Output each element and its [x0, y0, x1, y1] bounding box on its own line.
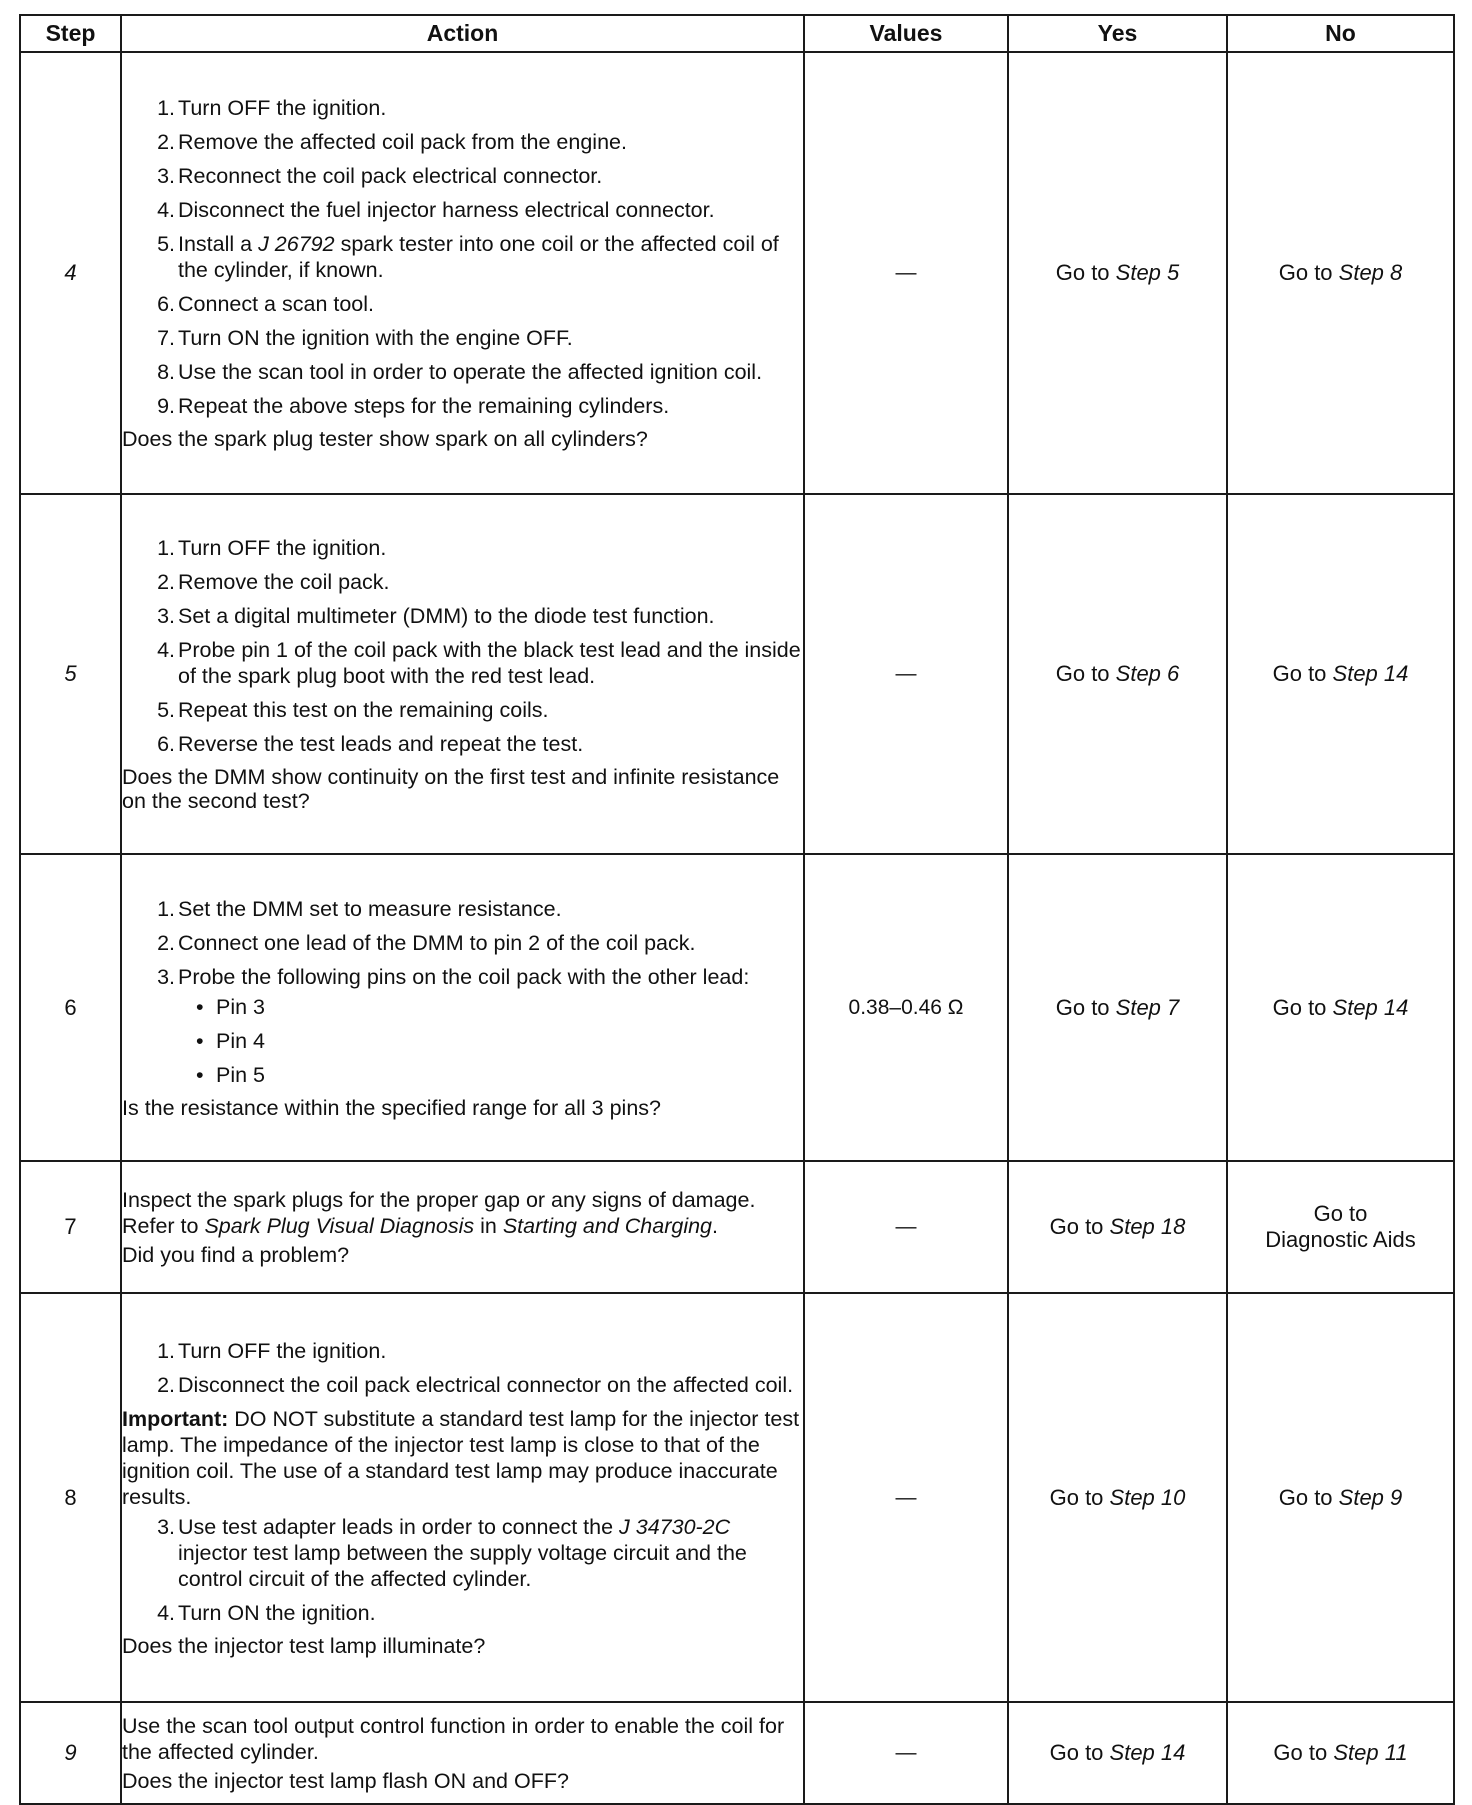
yes-cell: Go to Step 5	[1008, 52, 1227, 494]
step-number: 6	[20, 854, 121, 1161]
list-item: 2. Connect one lead of the DMM to pin 2 of the coil pack.	[157, 930, 696, 955]
list-item: 1. Turn OFF the ignition.	[157, 536, 387, 560]
value-cell: —	[804, 1293, 1008, 1702]
numbered-list	[122, 535, 803, 757]
question: Did you find a problem?	[122, 1243, 350, 1267]
step-number: 8	[20, 1293, 121, 1702]
list-item: 8. Use the scan tool in order to operate the affected ignition coil.	[157, 360, 763, 384]
instruction-text: Inspect the spark plugs for the proper gap or any signs of damage. Refer to Spark Plug Visual Diagnosis in Starting and Charging.	[122, 1188, 756, 1238]
step-number: 5	[20, 494, 121, 854]
header-no: No	[1227, 15, 1454, 52]
action-cell	[121, 52, 804, 494]
list-item: 4. Probe pin 1 of the coil pack with the black test lead and the inside of the spark plug boot with the red test lead.	[157, 638, 801, 688]
step-number: 9	[20, 1702, 121, 1804]
action-cell	[121, 854, 804, 1161]
question: Does the DMM show continuity on the first test and infinite resistance on the second test?	[122, 765, 780, 813]
list-item: 1. Turn OFF the ignition.	[157, 96, 387, 120]
header-yes: Yes	[1008, 15, 1227, 52]
no-cell: Go to Step 8	[1227, 52, 1454, 494]
yes-cell: Go to Step 10	[1008, 1293, 1227, 1702]
question: Does the spark plug tester show spark on all cylinders?	[122, 427, 648, 451]
list-item: 3. Set a digital multimeter (DMM) to the diode test function.	[157, 604, 715, 628]
list-item: 1. Set the DMM set to measure resistance.	[157, 896, 562, 921]
numbered-list	[122, 95, 803, 419]
table-row-step-8	[20, 1293, 1454, 1702]
no-cell: Go to Step 11	[1227, 1702, 1454, 1804]
table-row-step-4	[20, 52, 1454, 494]
numbered-list	[122, 1514, 803, 1626]
question: Is the resistance within the specified range for all 3 pins?	[122, 1095, 661, 1120]
header-action: Action	[121, 15, 804, 52]
list-item: 2. Remove the coil pack.	[157, 570, 390, 594]
table-row-step-7	[20, 1161, 1454, 1293]
yes-cell: Go to Step 7	[1008, 854, 1227, 1161]
step-number: 4	[20, 52, 121, 494]
numbered-list	[122, 1338, 803, 1398]
list-item: 3. Reconnect the coil pack electrical connector.	[157, 164, 603, 188]
list-item: 6. Connect a scan tool.	[157, 292, 375, 316]
table-row-step-6	[20, 854, 1454, 1161]
list-item: 5. Install a J 26792 spark tester into one coil or the affected coil of the cylinder, if known.	[157, 232, 779, 282]
value-cell: —	[804, 52, 1008, 494]
header-values: Values	[804, 15, 1008, 52]
bullet-item: • Pin 5	[196, 1062, 266, 1087]
list-item: 5. Repeat this test on the remaining coils.	[157, 698, 549, 722]
value-cell: 0.38–0.46 Ω	[804, 854, 1008, 1161]
step-number: 7	[20, 1161, 121, 1293]
question: Does the injector test lamp illuminate?	[122, 1633, 486, 1658]
no-cell: Go to Step 9	[1227, 1293, 1454, 1702]
table-row-step-9	[20, 1702, 1454, 1804]
action-cell	[121, 494, 804, 854]
yes-cell: Go to Step 6	[1008, 494, 1227, 854]
yes-cell: Go to Step 18	[1008, 1161, 1227, 1293]
list-item: 3. Use test adapter leads in order to connect the J 34730-2C injector test lamp between the supply voltage circuit and the control circuit of the affected cylinder.	[157, 1514, 747, 1591]
yes-cell: Go to Step 14	[1008, 1702, 1227, 1804]
list-item: 4. Disconnect the fuel injector harness electrical connector.	[157, 198, 715, 222]
no-cell: Go to Diagnostic Aids	[1227, 1161, 1454, 1293]
numbered-list	[122, 896, 803, 1088]
list-item: 2. Disconnect the coil pack electrical connector on the affected coil.	[157, 1372, 794, 1397]
header-row	[20, 15, 1454, 52]
value-cell: —	[804, 1161, 1008, 1293]
action-cell	[121, 1161, 804, 1293]
value-cell: —	[804, 1702, 1008, 1804]
no-cell: Go to Step 14	[1227, 494, 1454, 854]
list-item: 6. Reverse the test leads and repeat the test.	[157, 732, 584, 756]
no-cell: Go to Step 14	[1227, 854, 1454, 1161]
bullet-item: • Pin 3	[196, 994, 266, 1019]
important-note: Important: DO NOT substitute a standard test lamp for the injector test lamp. The impedance of the injector test lamp is close to that of the ignition coil. The use of a standard test lamp may produce inaccurate results.	[122, 1406, 800, 1509]
instruction-text: Use the scan tool output control function in order to enable the coil for the affected cylinder.	[122, 1714, 785, 1764]
header-step: Step	[20, 15, 121, 52]
bullet-item: • Pin 4	[196, 1028, 266, 1053]
action-cell	[121, 1293, 804, 1702]
list-item: 2. Remove the affected coil pack from the engine.	[157, 130, 627, 154]
list-item: 9. Repeat the above steps for the remaining cylinders.	[157, 394, 670, 418]
list-item: 3. Probe the following pins on the coil pack with the other lead: • Pin 3 • Pin 4 • Pin 5	[122, 964, 803, 1088]
table-row-step-5	[20, 494, 1454, 854]
list-item: 1. Turn OFF the ignition.	[157, 1338, 387, 1363]
list-item: 4. Turn ON the ignition.	[157, 1600, 376, 1625]
question: Does the injector test lamp flash ON and OFF?	[122, 1769, 569, 1793]
bullet-list	[122, 994, 803, 1088]
action-cell	[121, 1702, 804, 1804]
value-cell: —	[804, 494, 1008, 854]
list-item: 7. Turn ON the ignition with the engine OFF.	[157, 326, 573, 350]
diagnostic-table	[19, 14, 1455, 1805]
